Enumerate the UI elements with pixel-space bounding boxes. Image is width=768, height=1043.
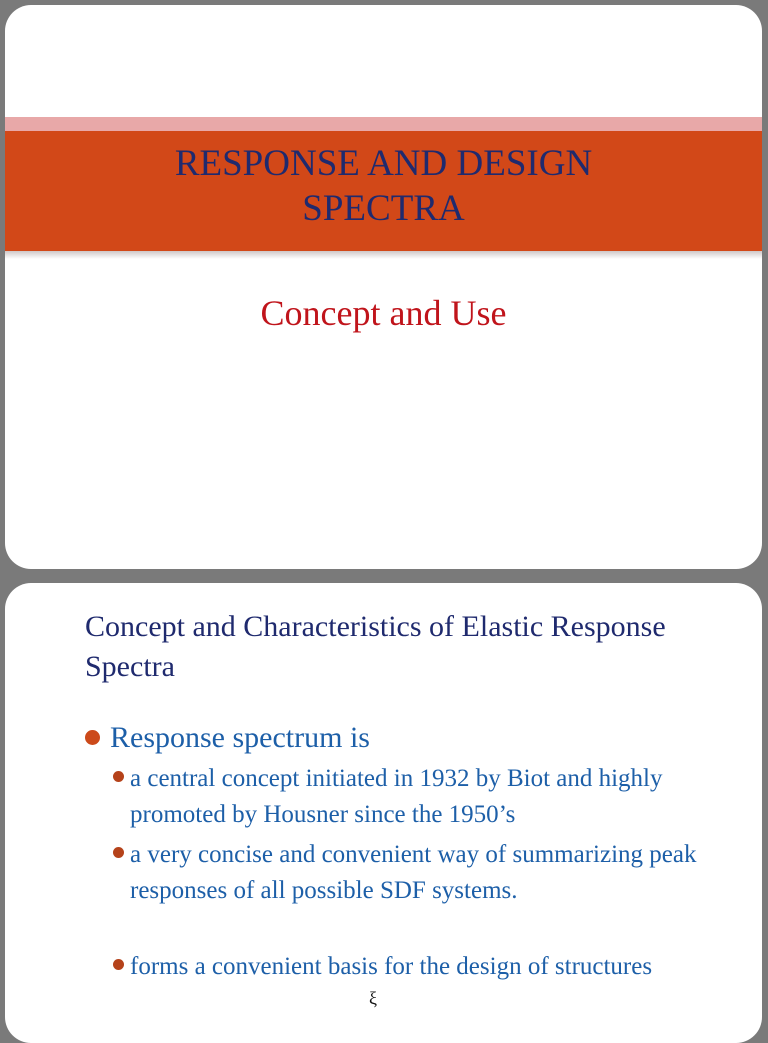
- title-band-shadow: [5, 251, 762, 259]
- slide-2: [5, 583, 762, 1043]
- subbullet-text: a central concept initiated in 1932 by Biot and highly promoted by Housner since the 1950’s: [130, 765, 663, 828]
- bullet-dot-icon: [113, 771, 124, 782]
- bullet-dot-icon: [85, 730, 100, 745]
- subbullet-3: [113, 949, 733, 985]
- subbullet-text: a very concise and convenient way of summarizing peak responses of all possible SDF systems.: [130, 841, 697, 904]
- bullet-dot-icon: [113, 959, 124, 970]
- slide-2-title: Concept and Characteristics of Elastic Response Spectra: [85, 610, 666, 683]
- bullet-dot-icon: [113, 847, 124, 858]
- slide-title-line-1: RESPONSE AND DESIGN: [174, 143, 593, 184]
- subbullet-2: [113, 837, 733, 909]
- slide-title-line-2: SPECTRA: [302, 188, 465, 229]
- slide-title: [5, 141, 762, 231]
- slide-subtitle: Concept and Use: [260, 293, 507, 333]
- subbullet-1: [113, 761, 733, 833]
- subbullet-text: forms a convenient basis for the design of structures: [130, 953, 653, 980]
- slide-1: [5, 5, 762, 569]
- xi-symbol: ξ: [369, 988, 378, 1008]
- title-accent-strip: [5, 117, 762, 131]
- bullet-response-spectrum: [85, 719, 370, 757]
- bullet-text: Response spectrum is: [110, 721, 370, 754]
